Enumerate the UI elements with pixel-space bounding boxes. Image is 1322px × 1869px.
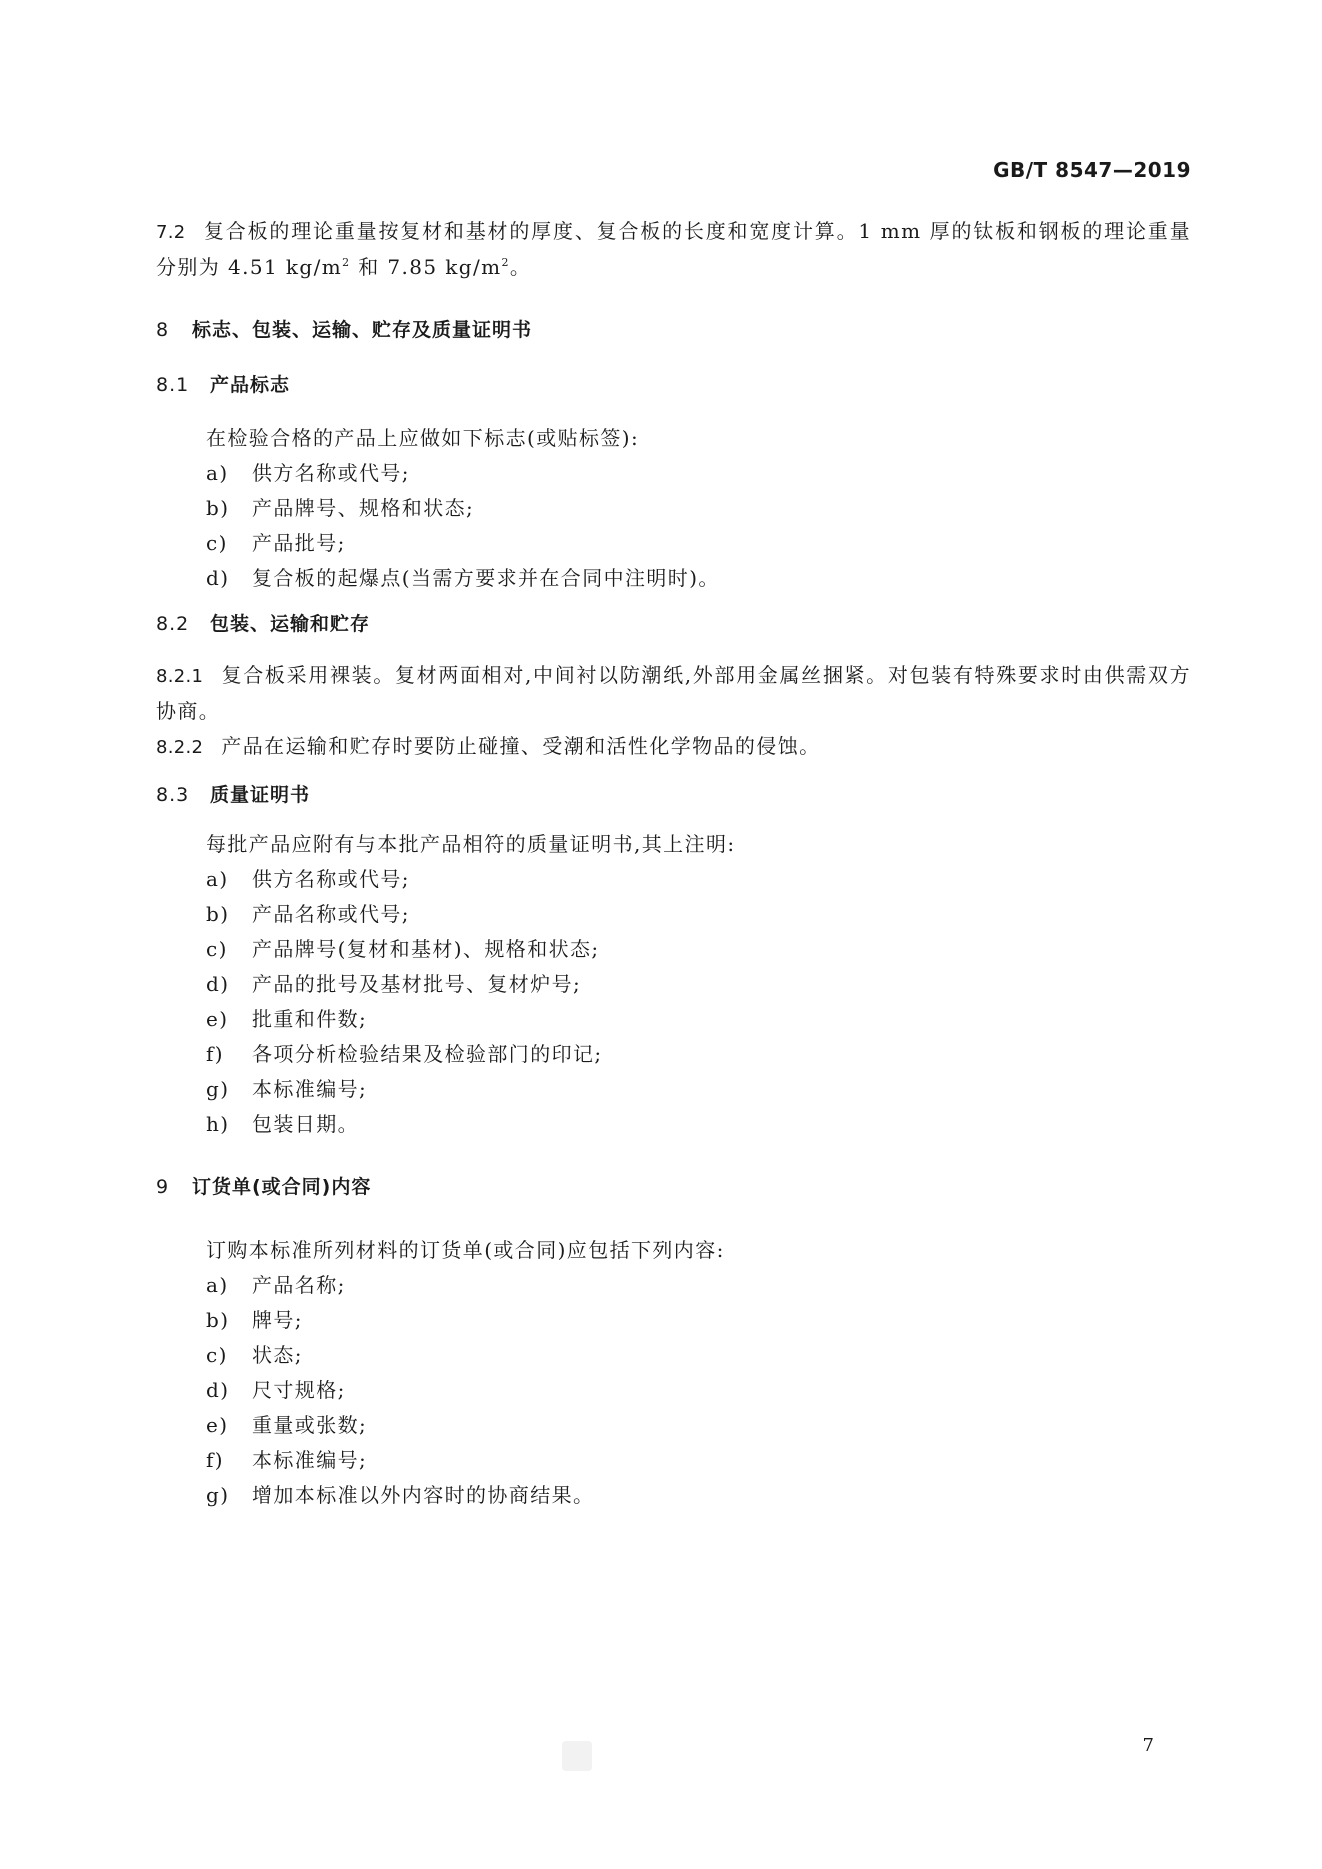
paragraph-7-2 (156, 214, 1191, 285)
list-marker: a) (206, 1273, 229, 1297)
section-heading-8-2 (156, 607, 1191, 642)
list-marker: f) (206, 1448, 225, 1472)
list-item (156, 1478, 1191, 1513)
section-heading-8 (156, 313, 1191, 348)
list-marker: g) (206, 1077, 230, 1101)
scan-artifact (562, 1741, 592, 1771)
list-item (156, 1338, 1191, 1373)
list-text: 复合板的起爆点(当需方要求并在合同中注明时)。 (252, 566, 720, 590)
list-text: 本标准编号; (252, 1077, 368, 1101)
paragraph-8-2-2 (156, 729, 1191, 765)
list-text: 尺寸规格; (252, 1378, 346, 1402)
list-marker: a) (206, 867, 229, 891)
section-title: 质量证明书 (210, 784, 311, 806)
list-marker: e) (206, 1413, 229, 1437)
intro-8-3: 每批产品应附有与本批产品相符的质量证明书,其上注明: (206, 832, 736, 856)
intro-8-1: 在检验合格的产品上应做如下标志(或贴标签): (206, 426, 640, 450)
list-marker: c) (206, 531, 228, 555)
section-heading-8-1 (156, 368, 1191, 403)
clause-number: 7.2 (156, 222, 186, 243)
list-marker: b) (206, 1308, 230, 1332)
section-number: 8.1 (156, 374, 190, 396)
list-marker: d) (206, 1378, 230, 1402)
list-text: 产品名称或代号; (252, 902, 410, 926)
list-item (156, 1408, 1191, 1443)
list-item (156, 526, 1191, 561)
list-item (156, 1268, 1191, 1303)
list-item (156, 561, 1191, 596)
list-text: 产品名称; (252, 1273, 346, 1297)
paragraph-8-2-1 (156, 658, 1191, 729)
list-text: 产品牌号(复材和基材)、规格和状态; (252, 937, 600, 961)
list-marker: d) (206, 972, 230, 996)
list-item (156, 1107, 1191, 1142)
clause-number: 8.2.2 (156, 737, 204, 758)
list-text: 供方名称或代号; (252, 867, 410, 891)
list-item (156, 932, 1191, 967)
list-8-3 (156, 862, 1191, 1142)
list-marker: c) (206, 1343, 228, 1367)
section-number: 8 (156, 319, 170, 341)
section-title: 产品标志 (210, 374, 291, 396)
document-body (156, 214, 1191, 1513)
clause-text: 复合板的理论重量按复材和基材的厚度、复合板的长度和宽度计算。1 mm 厚的钛板和钢板的理论重量分别为 4.51 kg/m (156, 219, 1191, 279)
list-text: 批重和件数; (252, 1007, 368, 1031)
list-marker: b) (206, 496, 230, 520)
list-marker: f) (206, 1042, 225, 1066)
list-marker: d) (206, 566, 230, 590)
list-text: 各项分析检验结果及检验部门的印记; (252, 1042, 603, 1066)
list-item (156, 456, 1191, 491)
list-marker: c) (206, 937, 228, 961)
clause-text: 复合板采用裸装。复材两面相对,中间衬以防潮纸,外部用金属丝捆紧。对包装有特殊要求时由供需双方协商。 (156, 663, 1191, 723)
section-heading-8-3 (156, 778, 1191, 813)
list-item (156, 897, 1191, 932)
list-text: 产品牌号、规格和状态; (252, 496, 475, 520)
list-marker: g) (206, 1483, 230, 1507)
section-title: 订货单(或合同)内容 (192, 1176, 372, 1198)
section-number: 8.3 (156, 784, 190, 806)
list-item (156, 491, 1191, 526)
superscript: 2 (342, 256, 351, 269)
section-number: 8.2 (156, 613, 190, 635)
list-text: 状态; (252, 1343, 303, 1367)
clause-text: 。 (509, 255, 532, 279)
list-item (156, 967, 1191, 1002)
list-text: 牌号; (252, 1308, 303, 1332)
list-text: 产品的批号及基材批号、复材炉号; (252, 972, 582, 996)
clause-text: 和 7.85 kg/m (350, 255, 502, 279)
list-8-1 (156, 456, 1191, 596)
section-heading-9 (156, 1170, 1191, 1205)
list-item (156, 1002, 1191, 1037)
list-item (156, 1037, 1191, 1072)
list-text: 供方名称或代号; (252, 461, 410, 485)
list-text: 产品批号; (252, 531, 346, 555)
list-item (156, 1303, 1191, 1338)
section-title: 标志、包装、运输、贮存及质量证明书 (192, 319, 533, 341)
list-text: 本标准编号; (252, 1448, 368, 1472)
standard-code: GB/T 8547—2019 (993, 158, 1191, 182)
list-text: 增加本标准以外内容时的协商结果。 (252, 1483, 595, 1507)
page-number: 7 (1142, 1735, 1154, 1756)
list-9 (156, 1268, 1191, 1513)
section-number: 9 (156, 1176, 170, 1198)
list-marker: b) (206, 902, 230, 926)
list-marker: h) (206, 1112, 230, 1136)
list-text: 包装日期。 (252, 1112, 359, 1136)
list-item (156, 1072, 1191, 1107)
clause-number: 8.2.1 (156, 666, 204, 687)
clause-text: 产品在运输和贮存时要防止碰撞、受潮和活性化学物品的侵蚀。 (221, 734, 821, 758)
list-item (156, 1443, 1191, 1478)
list-text: 重量或张数; (252, 1413, 368, 1437)
list-item (156, 1373, 1191, 1408)
intro-9: 订购本标准所列材料的订货单(或合同)应包括下列内容: (206, 1238, 725, 1262)
superscript: 2 (501, 256, 510, 269)
section-title: 包装、运输和贮存 (210, 613, 371, 635)
list-marker: a) (206, 461, 229, 485)
list-item (156, 862, 1191, 897)
list-marker: e) (206, 1007, 229, 1031)
